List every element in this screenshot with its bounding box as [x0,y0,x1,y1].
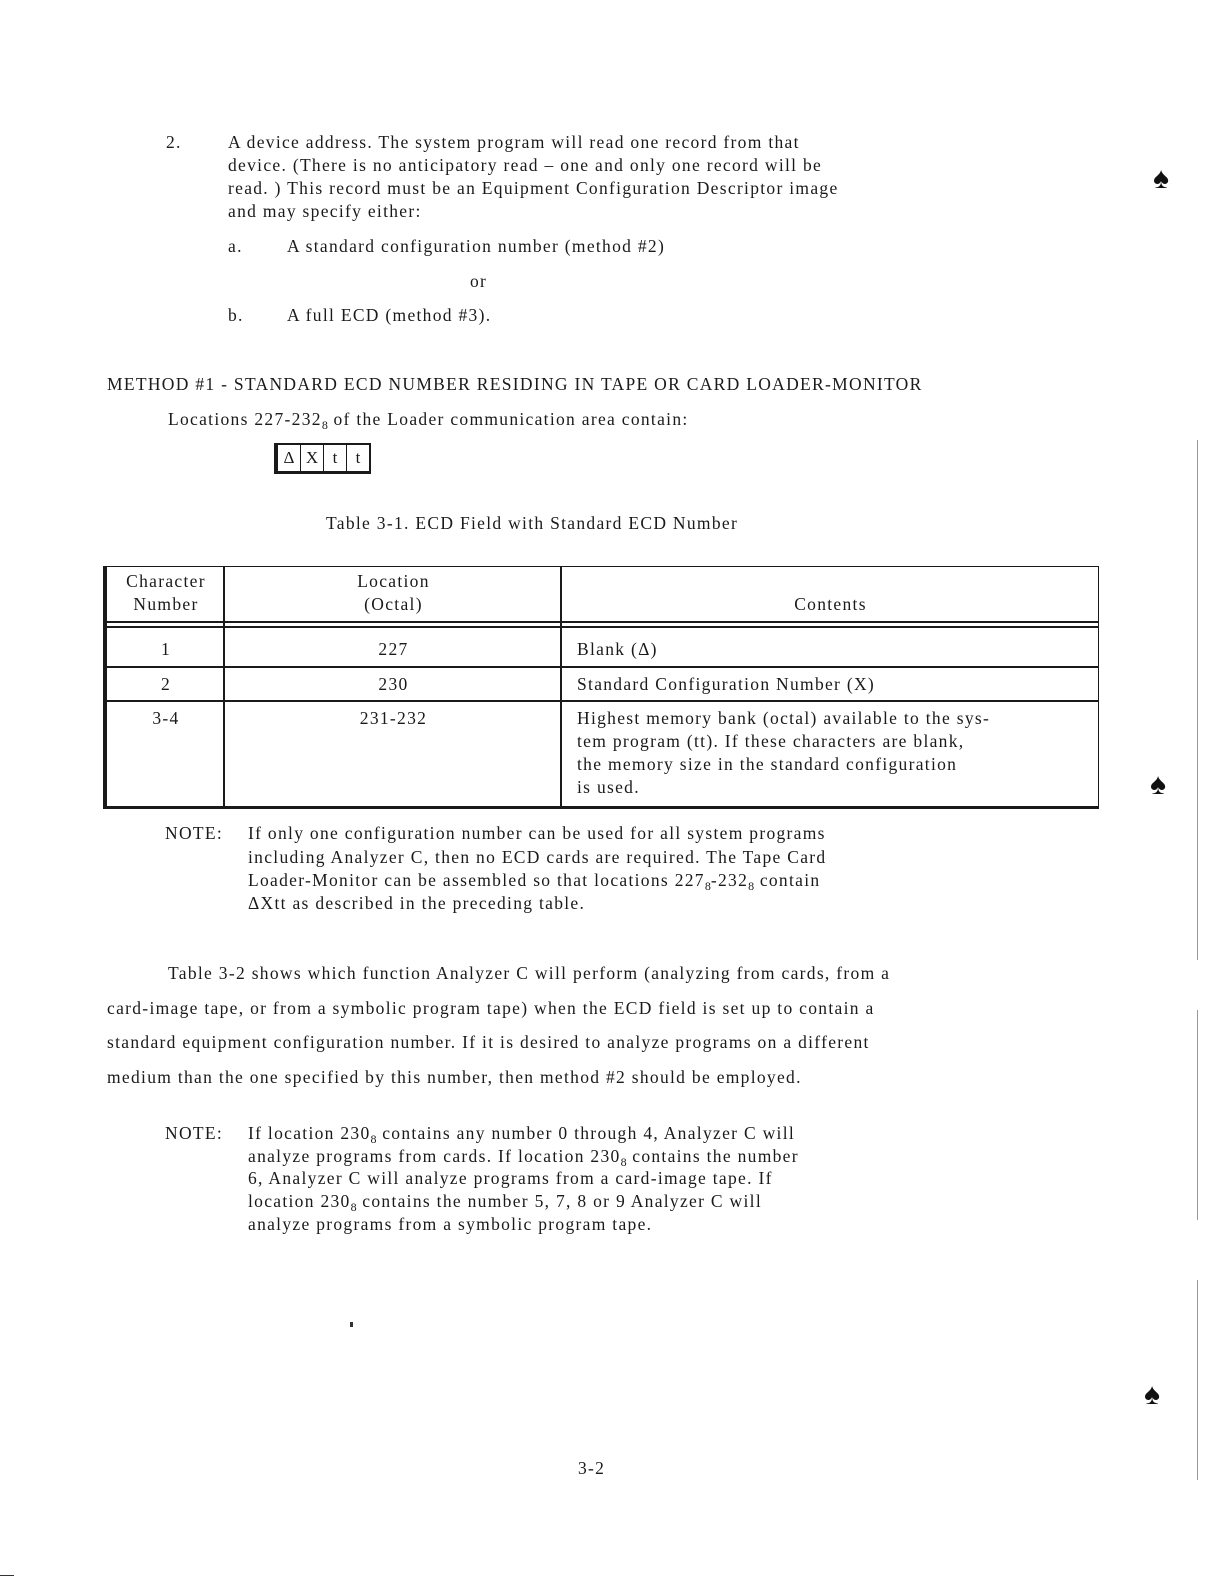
scan-edge-line [1197,1280,1198,1480]
item2-line-4: and may specify either: [228,201,422,221]
scan-edge-line [1197,440,1198,960]
box-delta: Δ [283,448,295,467]
item2-line-3: read. ) This record must be an Equipment Configuration Descriptor image [228,178,839,198]
note2-line-4: location $230_8$ contains the number 5, 7, 8 or 9 Analyzer C will [248,1191,762,1214]
scan-edge-line [1197,1010,1198,1220]
method1-locations-line: Locations $227-232_8$ of the Loader communication area contain: [168,409,689,432]
or-text: or [470,271,488,291]
paragraph-line-3: standard equipment configuration number. If it is desired to analyze programs on a different [107,1032,870,1052]
item2-line-2: device. (There is no anticipatory read – one and only one record will be [228,155,823,175]
note1-line-3: Loader-Monitor can be assembled so that locations $227_8-232_8$ contain [248,870,821,893]
header-character: Character [126,571,206,591]
scan-speck [0,1575,14,1576]
item2-line-1: A device address. The system program will read one record from that [228,132,800,152]
page-number: 3-2 [578,1458,606,1478]
row3-contents-line-4: is used. [577,777,640,797]
note2-line-2: analyze programs from cards. If location $230_8$ contains the number [248,1146,799,1169]
row3-location: 231-232 [359,708,428,728]
header-location: Location [357,571,430,591]
note2-line-5: analyze programs from a symbolic program tape. [248,1214,653,1234]
row2-contents: Standard Configuration Number (X) [577,674,876,694]
row2-location: 230 [378,674,409,694]
scan-speck [350,1322,353,1327]
box-t2: t [346,445,369,471]
subitem-a-text: A standard configuration number (method #2) [287,236,666,256]
subitem-b-text: A full ECD (method #3). [287,305,492,325]
row3-number: 3-4 [152,708,180,728]
note1-line-1: If only one configuration number can be used for all system programs [248,823,826,843]
box-x: X [300,445,323,471]
row1-contents: Blank (Δ) [577,639,658,659]
paragraph-line-1: Table 3-2 shows which function Analyzer C will perform (analyzing from cards, from a [168,963,891,983]
box-t1: t [323,445,346,471]
note1-label: NOTE: [165,823,224,843]
note2-label: NOTE: [165,1123,224,1143]
row3-contents-line-2: tem program (tt). If these characters are blank, [577,731,965,751]
row3-contents-line-3: the memory size in the standard configuration [577,754,958,774]
note2-line-1: If location $230_8$ contains any number 0 through 4, Analyzer C will [248,1123,796,1146]
row3-contents-line-1: Highest memory bank (octal) available to the sys- [577,708,991,728]
header-number: Number [133,594,199,614]
ecd-char-boxes [274,443,371,474]
binder-mark-icon: ♠ [1144,1378,1160,1411]
table-caption: Table 3-1. ECD Field with Standard ECD Number [326,513,739,533]
paragraph-line-4: medium than the one specified by this number, then method #2 should be employed. [107,1067,802,1087]
subitem-b-label: b. [228,305,244,325]
binder-mark-icon: ♠ [1153,162,1169,195]
note2-line-3: 6, Analyzer C will analyze programs from a card-image tape. If [248,1168,773,1188]
paragraph-line-2: card-image tape, or from a symbolic program tape) when the ECD field is set up to contain a [107,998,875,1018]
note1-line-2: including Analyzer C, then no ECD cards are required. The Tape Card [248,847,827,867]
note1-line-4: ΔXtt as described in the preceding table. [248,893,586,913]
row2-number: 2 [160,674,172,694]
subitem-a-label: a. [228,236,243,256]
header-contents: Contents [794,594,867,614]
row1-location: 227 [378,639,409,659]
row1-number: 1 [160,639,172,659]
method1-heading: METHOD #1 - STANDARD ECD NUMBER RESIDING IN TAPE OR CARD LOADER-MONITOR [107,374,923,394]
item-number: 2. [166,132,182,152]
ecd-table [103,566,1099,809]
header-octal: (Octal) [364,594,423,614]
binder-mark-icon: ♠ [1150,768,1166,801]
